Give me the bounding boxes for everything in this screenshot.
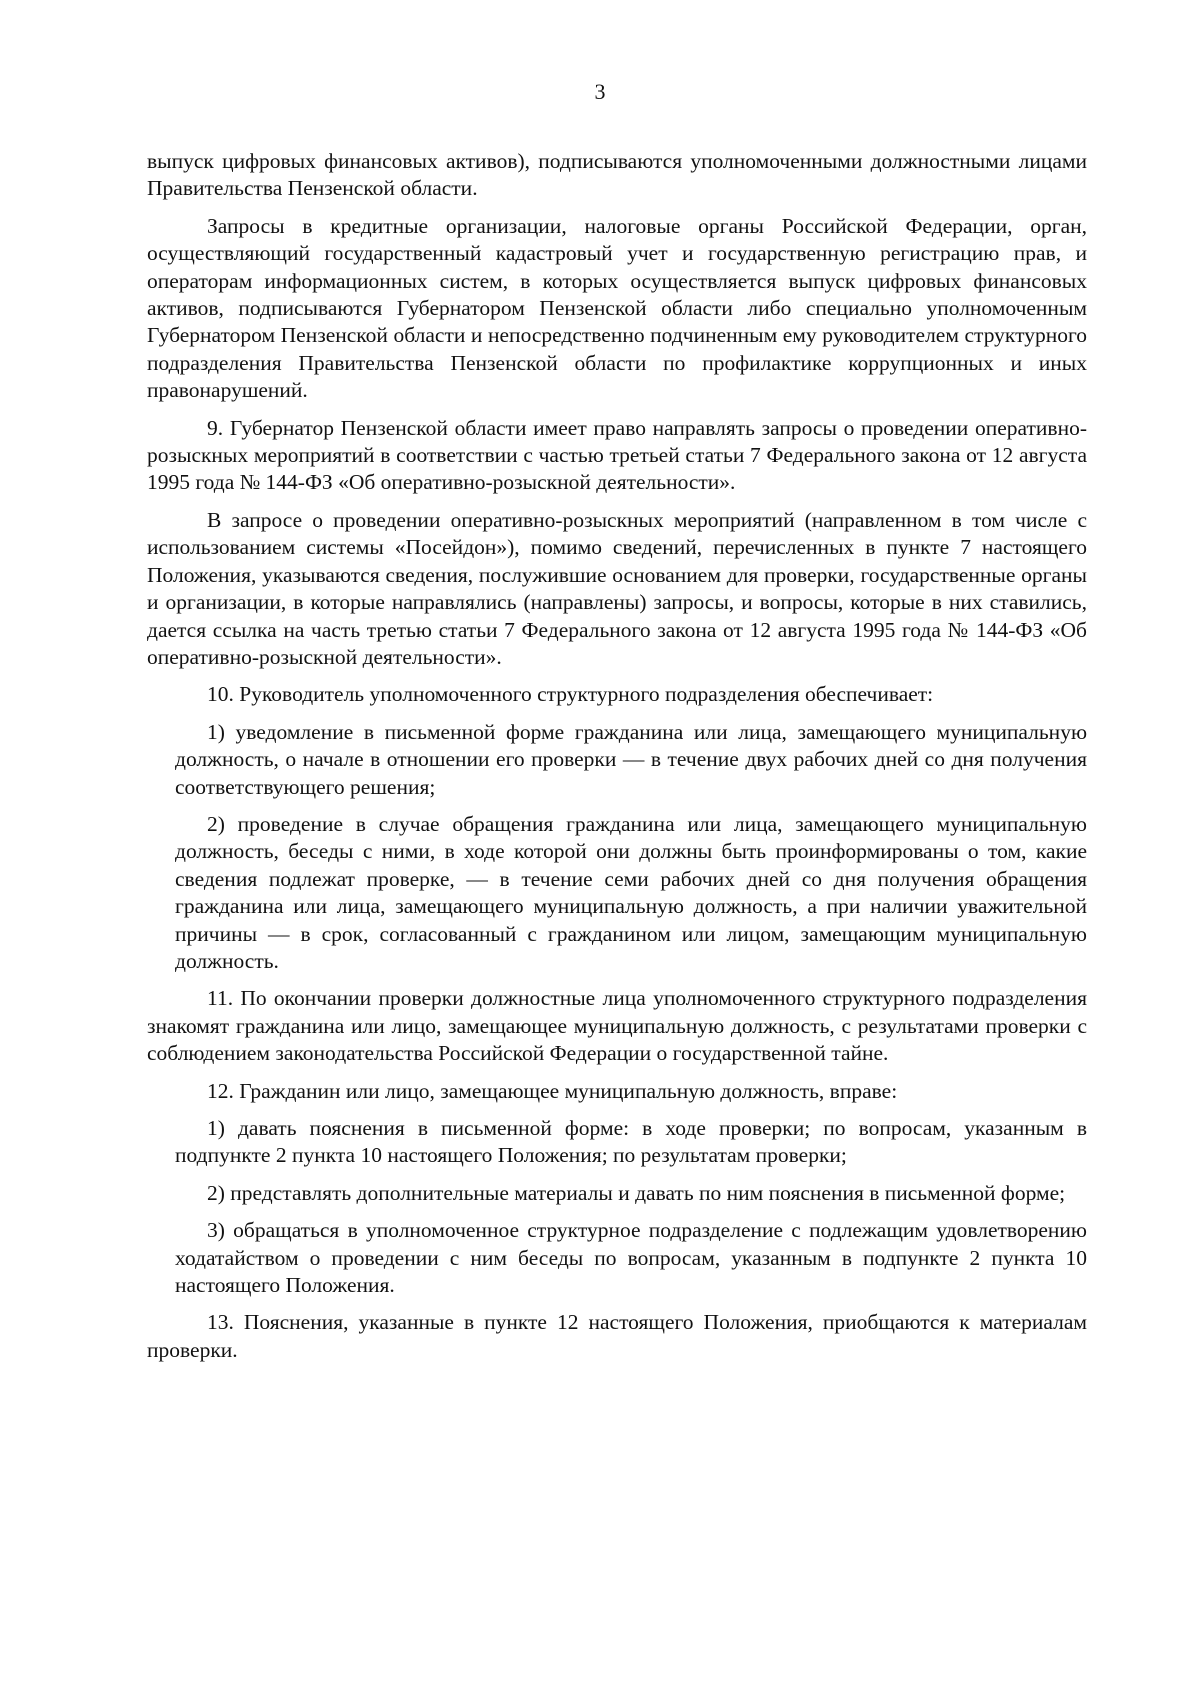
paragraph-item-13: 13. Пояснения, указанные в пункте 12 настоящего Положения, приобщаются к материалам проверки. (147, 1310, 1087, 1362)
paragraph-item-9: 9. Губернатор Пензенской области имеет право направлять запросы о проведении оперативно-розыскных мероприятий в соответствии с частью третьей статьи 7 Федерального закона от 12 августа 1995 года № 144-ФЗ «Об оперативно-розыскной деятельности». (147, 415, 1087, 495)
subitem-12-3: 3) обращаться в уполномоченное структурное подразделение с подлежащим удовлетворению ходатайством о проведении с ним беседы по вопросам, указанным в подпункте 2 пункта 10 настоящего Положения. (175, 1218, 1087, 1298)
page-number: 3 (594, 79, 606, 104)
document-body (147, 148, 1087, 1374)
paragraph-continuation: выпуск цифровых финансовых активов), подписываются уполномоченными должностными лицами Правительства Пензенской области. (147, 149, 1087, 201)
subitem-12-1: 1) давать пояснения в письменной форме: в ходе проверки; по вопросам, указанным в подпункте 2 пункта 10 настоящего Положения; по результатам проверки; (175, 1116, 1087, 1168)
paragraph-item-11: 11. По окончании проверки должностные лица уполномоченного структурного подразделения знакомят гражданина или лицо, замещающее муниципальную должность, с результатами проверки с соблюдением законодательства Российской Федерации о государственной тайне. (147, 986, 1087, 1066)
paragraph-item-10: 10. Руководитель уполномоченного структурного подразделения обеспечивает: (207, 682, 934, 707)
paragraph-item-12: 12. Гражданин или лицо, замещающее муниципальную должность, вправе: (207, 1078, 898, 1103)
paragraph-requests-signing: Запросы в кредитные организации, налоговые органы Российской Федерации, орган, осуществляющий государственный кадастровый учет и государственную регистрацию прав, и операторам информационных систем, в которых осуществляется выпуск цифровых финансовых активов, подписываются Губернатором Пензенской области либо специально уполномоченным Губернатором Пензенской области и непосредственно подчиненным ему руководителем структурного подразделения Правительства Пензенской области по профилактике коррупционных и иных правонарушений. (147, 213, 1087, 403)
subitem-12-2: 2) представлять дополнительные материалы и давать по ним пояснения в письменной форме; (207, 1180, 1066, 1205)
paragraph-item-9-request-content: В запросе о проведении оперативно-розыскных мероприятий (направленном в том числе с использованием системы «Посейдон»), помимо сведений, перечисленных в пункте 7 настоящего Положения, указываются сведения, послужившие основанием для проверки, государственные органы и организации, в которые направлялись (направлены) запросы, и вопросы, которые в них ставились, дается ссылка на часть третью статьи 7 Федерального закона от 12 августа 1995 года № 144-ФЗ «Об оперативно-розыскной деятельности». (147, 507, 1087, 669)
subitem-10-2: 2) проведение в случае обращения гражданина или лица, замещающего муниципальную должность, беседы с ними, в ходе которой они должны быть проинформированы о том, какие сведения подлежат проверке, — в течение семи рабочих дней со дня получения обращения гражданина или лица, замещающего муниципальную должность, а при наличии уважительной причины — в срок, согласованный с гражданином или лицом, замещающим муниципальную должность. (175, 811, 1087, 973)
subitem-10-1: 1) уведомление в письменной форме гражданина или лица, замещающего муниципальную должность, о начале в отношении его проверки — в течение двух рабочих дней со дня получения соответствующего решения; (175, 719, 1087, 799)
